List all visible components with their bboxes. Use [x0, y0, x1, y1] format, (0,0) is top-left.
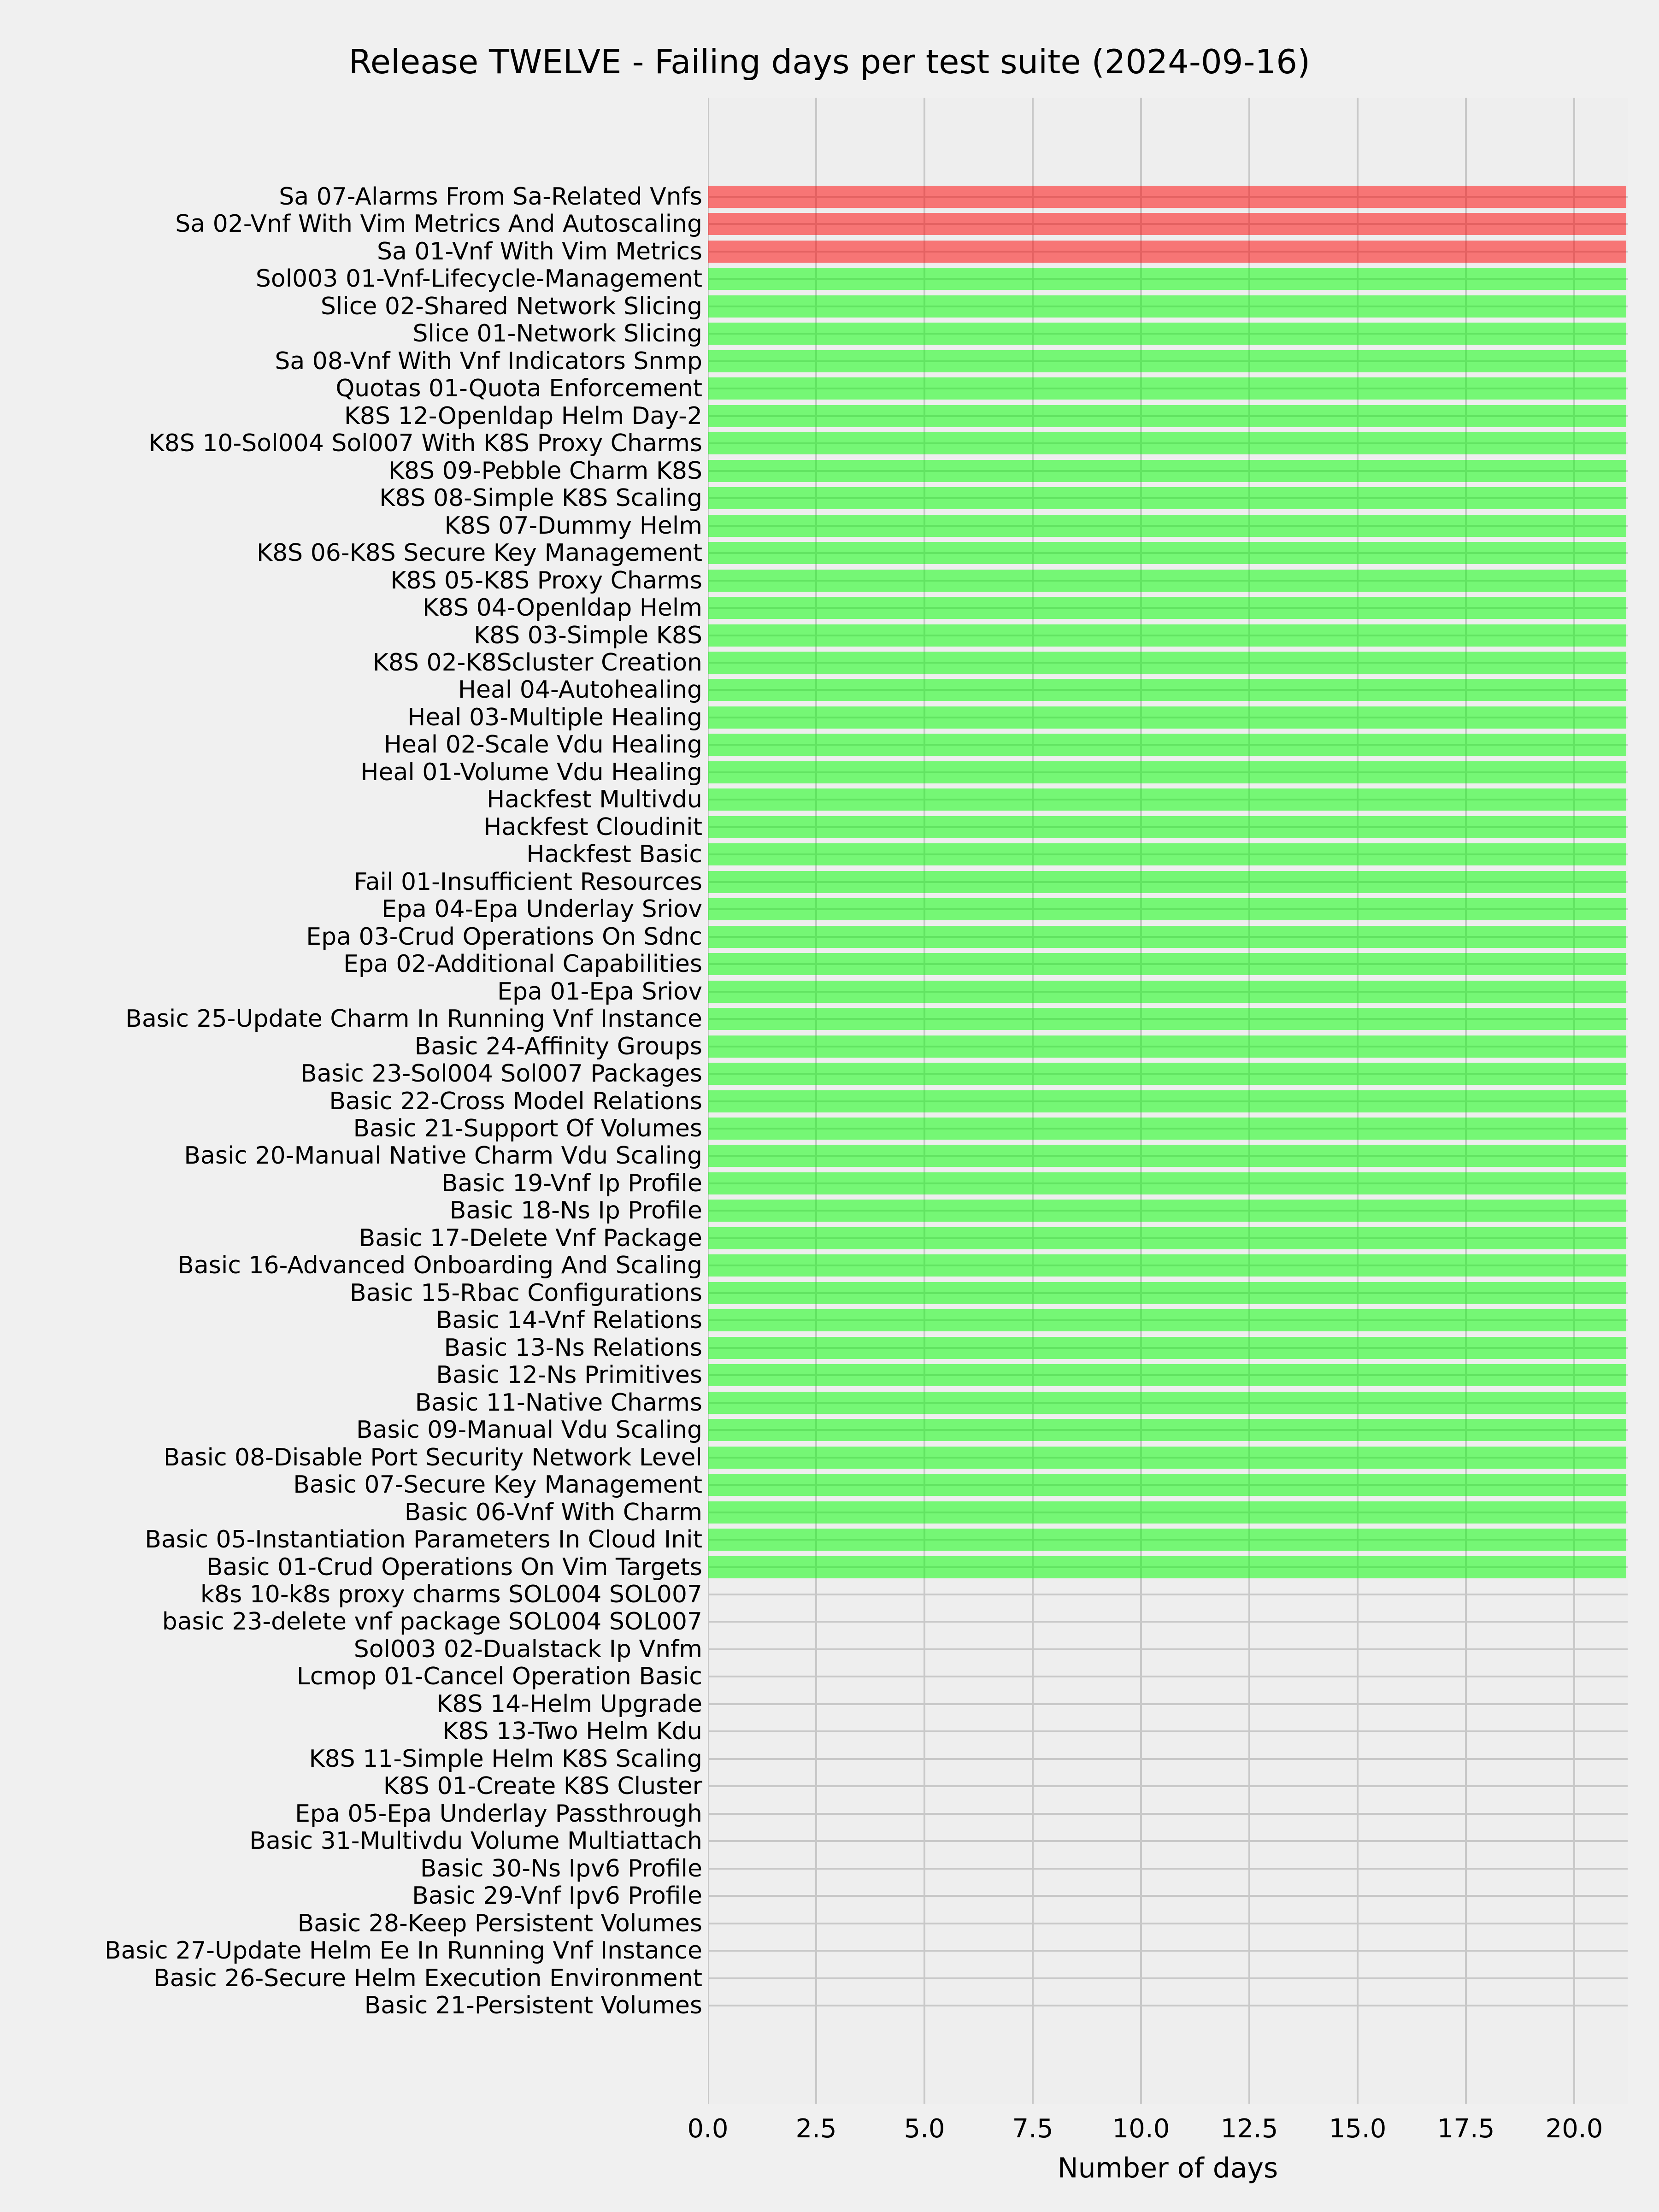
x-tick-labels	[0, 2113, 1659, 2150]
gridline-h	[708, 1950, 1628, 1952]
x-tick-label: 10.0	[1112, 2114, 1170, 2144]
y-tick-label: Basic 28-Keep Persistent Volumes	[297, 1909, 702, 1937]
bar-green	[708, 268, 1626, 290]
y-tick-label: Sa 01-Vnf With Vim Metrics	[377, 237, 702, 265]
x-tick-label: 7.5	[1012, 2114, 1053, 2144]
y-tick-label: Sa 02-Vnf With Vim Metrics And Autoscaling	[175, 210, 702, 238]
y-tick-label: Heal 02-Scale Vdu Healing	[383, 731, 702, 759]
bar-green	[708, 788, 1626, 811]
gridline-h	[708, 1676, 1628, 1677]
bar-green	[708, 761, 1626, 783]
plot-area	[708, 98, 1628, 2104]
y-tick-label: K8S 07-Dummy Helm	[444, 512, 702, 540]
bar-green	[708, 432, 1626, 454]
y-tick-label: Basic 24-Affinity Groups	[414, 1032, 702, 1060]
bar-red	[708, 213, 1626, 235]
y-tick-label: Sol003 02-Dualstack Ip Vnfm	[353, 1635, 702, 1663]
bar-green	[708, 1254, 1626, 1277]
bar-green	[708, 1035, 1626, 1058]
y-tick-label: K8S 03-Simple K8S	[474, 621, 702, 649]
gridline-h	[708, 2005, 1628, 2006]
gridline-h	[708, 1895, 1628, 1897]
y-tick-label: K8S 04-Openldap Helm	[422, 594, 702, 622]
y-tick-label: Epa 04-Epa Underlay Sriov	[382, 895, 702, 924]
y-tick-label: Basic 13-Ns Relations	[444, 1334, 702, 1362]
y-tick-label: Basic 21-Persistent Volumes	[364, 1992, 702, 2020]
bar-green	[708, 542, 1626, 564]
x-tick-label: 0.0	[687, 2114, 729, 2144]
bar-green	[708, 652, 1626, 674]
y-tick-label: Epa 02-Additional Capabilities	[343, 950, 702, 978]
x-tick-label: 2.5	[795, 2114, 837, 2144]
bar-green	[708, 1145, 1626, 1167]
gridline-h	[708, 1785, 1628, 1787]
bar-green	[708, 1309, 1626, 1331]
y-tick-label: Basic 29-Vnf Ipv6 Profile	[412, 1882, 702, 1910]
bar-green	[708, 377, 1626, 400]
x-tick-label: 15.0	[1329, 2114, 1387, 2144]
y-tick-label: Hackfest Multivdu	[487, 786, 702, 814]
y-tick-label: K8S 12-Openldap Helm Day-2	[344, 402, 702, 430]
x-tick-label: 5.0	[904, 2114, 945, 2144]
y-tick-label: Basic 23-Sol004 Sol007 Packages	[300, 1060, 702, 1088]
gridline-h	[708, 1703, 1628, 1705]
y-tick-label: Basic 16-Advanced Onboarding And Scaling	[177, 1252, 702, 1280]
y-tick-label: Basic 09-Manual Vdu Scaling	[356, 1416, 702, 1444]
y-tick-label: Basic 26-Secure Helm Execution Environment	[153, 1964, 702, 1992]
bar-red	[708, 186, 1626, 208]
bar-green	[708, 898, 1626, 920]
gridline-h	[708, 1730, 1628, 1732]
bar-green	[708, 1172, 1626, 1194]
y-tick-label: Basic 15-Rbac Configurations	[350, 1279, 702, 1307]
y-tick-label: Basic 06-Vnf With Charm	[404, 1498, 702, 1526]
y-tick-label: K8S 10-Sol004 Sol007 With K8S Proxy Charms	[148, 429, 702, 458]
y-tick-label: Epa 05-Epa Underlay Passthrough	[295, 1800, 702, 1828]
bar-green	[708, 487, 1626, 509]
bar-green	[708, 843, 1626, 865]
y-tick-label: Basic 27-Update Helm Ee In Running Vnf Instance	[104, 1937, 702, 1965]
y-tick-label: Basic 25-Update Charm In Running Vnf Instance	[125, 1005, 702, 1033]
bar-green	[708, 597, 1626, 619]
y-tick-label: Sa 07-Alarms From Sa-Related Vnfs	[279, 183, 702, 211]
y-tick-label: K8S 13-Two Helm Kdu	[442, 1718, 702, 1746]
y-tick-label: Basic 18-Ns Ip Profile	[449, 1197, 702, 1225]
y-tick-label: K8S 09-Pebble Charm K8S	[388, 457, 702, 485]
bar-green	[708, 1090, 1626, 1112]
y-tick-label: Quotas 01-Quota Enforcement	[335, 375, 702, 403]
y-tick-label: Basic 12-Ns Primitives	[436, 1361, 702, 1389]
x-tick-label: 20.0	[1545, 2114, 1603, 2144]
x-axis-title: Number of days	[1057, 2152, 1278, 2184]
bar-green	[708, 679, 1626, 701]
y-tick-label: Basic 05-Instantiation Parameters In Cloud Init	[145, 1526, 702, 1554]
y-tick-label: Basic 11-Native Charms	[415, 1388, 702, 1417]
bar-green	[708, 953, 1626, 975]
bar-green	[708, 926, 1626, 948]
bar-green	[708, 1529, 1626, 1551]
y-tick-label: Basic 14-Vnf Relations	[435, 1306, 702, 1335]
bar-green	[708, 295, 1626, 318]
y-tick-label: Epa 01-Epa Sriov	[497, 977, 702, 1006]
gridline-h	[708, 1868, 1628, 1870]
y-tick-label: Epa 03-Crud Operations On Sdnc	[306, 923, 702, 951]
bar-green	[708, 1337, 1626, 1359]
gridline-h	[708, 1648, 1628, 1650]
bar-green	[708, 1063, 1626, 1085]
bar-red	[708, 241, 1626, 263]
gridline-h	[708, 1594, 1628, 1595]
y-tick-label: Basic 01-Crud Operations On Vim Targets	[206, 1553, 702, 1581]
bar-green	[708, 1392, 1626, 1414]
bar-green	[708, 1501, 1626, 1524]
bar-green	[708, 706, 1626, 729]
gridline-h	[708, 1813, 1628, 1815]
gridline-h	[708, 1621, 1628, 1623]
bar-green	[708, 350, 1626, 372]
bar-green	[708, 405, 1626, 427]
gridline-h	[708, 1923, 1628, 1924]
bar-green	[708, 816, 1626, 838]
y-tick-label: Basic 08-Disable Port Security Network Level	[163, 1443, 702, 1471]
y-tick-label: Sol003 01-Vnf-Lifecycle-Management	[255, 265, 702, 293]
y-tick-label: Fail 01-Insufficient Resources	[353, 868, 702, 896]
y-tick-label: Hackfest Cloudinit	[483, 813, 702, 841]
bar-green	[708, 1556, 1626, 1578]
y-tick-label: Basic 30-Ns Ipv6 Profile	[420, 1854, 702, 1883]
y-tick-label: Heal 01-Volume Vdu Healing	[360, 758, 702, 786]
y-tick-label: Sa 08-Vnf With Vnf Indicators Snmp	[275, 347, 702, 375]
bar-green	[708, 1200, 1626, 1222]
y-tick-label: K8S 06-K8S Secure Key Management	[256, 539, 702, 567]
x-tick-label: 12.5	[1220, 2114, 1278, 2144]
y-tick-label: Basic 19-Vnf Ip Profile	[441, 1169, 702, 1197]
y-tick-label: Slice 02-Shared Network Slicing	[320, 292, 702, 320]
y-tick-label: Slice 01-Network Slicing	[412, 320, 702, 348]
y-tick-label: Hackfest Basic	[526, 841, 702, 869]
y-tick-label: Basic 07-Secure Key Management	[293, 1471, 702, 1499]
y-tick-label: K8S 11-Simple Helm K8S Scaling	[309, 1745, 702, 1773]
chart-title: Release TWELVE - Failing days per test suite (2024-09-16)	[348, 42, 1311, 81]
bar-green	[708, 1282, 1626, 1304]
bar-green	[708, 323, 1626, 345]
bar-green	[708, 570, 1626, 592]
y-tick-label: Lcmop 01-Cancel Operation Basic	[296, 1663, 702, 1691]
bar-green	[708, 734, 1626, 756]
y-tick-label: K8S 14-Helm Upgrade	[436, 1690, 702, 1718]
y-tick-label: basic 23-delete vnf package SOL004 SOL007	[162, 1608, 702, 1636]
y-tick-label: k8s 10-k8s proxy charms SOL004 SOL007	[200, 1580, 702, 1608]
y-tick-label: Heal 03-Multiple Healing	[407, 703, 702, 731]
x-tick-label: 17.5	[1437, 2114, 1495, 2144]
bar-green	[708, 981, 1626, 1003]
bar-green	[708, 460, 1626, 482]
y-axis-labels	[0, 98, 702, 2104]
y-tick-label: K8S 08-Simple K8S Scaling	[379, 484, 702, 512]
bar-green	[708, 1008, 1626, 1030]
bar-green	[708, 624, 1626, 647]
y-tick-label: K8S 02-K8Scluster Creation	[372, 648, 702, 677]
bar-green	[708, 1447, 1626, 1469]
y-tick-label: K8S 05-K8S Proxy Charms	[390, 566, 702, 594]
y-tick-label: Basic 22-Cross Model Relations	[329, 1087, 702, 1115]
gridline-h	[708, 1977, 1628, 1979]
gridline-h	[708, 1840, 1628, 1842]
bar-green	[708, 1227, 1626, 1249]
y-tick-label: Basic 17-Delete Vnf Package	[359, 1224, 702, 1252]
y-tick-label: Basic 21-Support Of Volumes	[353, 1114, 702, 1142]
bar-green	[708, 1364, 1626, 1386]
y-tick-label: K8S 01-Create K8S Cluster	[383, 1772, 702, 1800]
bar-green	[708, 1474, 1626, 1496]
y-tick-label: Basic 31-Multivdu Volume Multiattach	[249, 1827, 702, 1855]
bar-green	[708, 871, 1626, 893]
y-tick-label: Heal 04-Autohealing	[458, 676, 702, 704]
bar-green	[708, 515, 1626, 537]
bar-green	[708, 1419, 1626, 1441]
gridline-h	[708, 1758, 1628, 1760]
y-tick-label: Basic 20-Manual Native Charm Vdu Scaling	[184, 1142, 702, 1170]
bar-green	[708, 1118, 1626, 1140]
